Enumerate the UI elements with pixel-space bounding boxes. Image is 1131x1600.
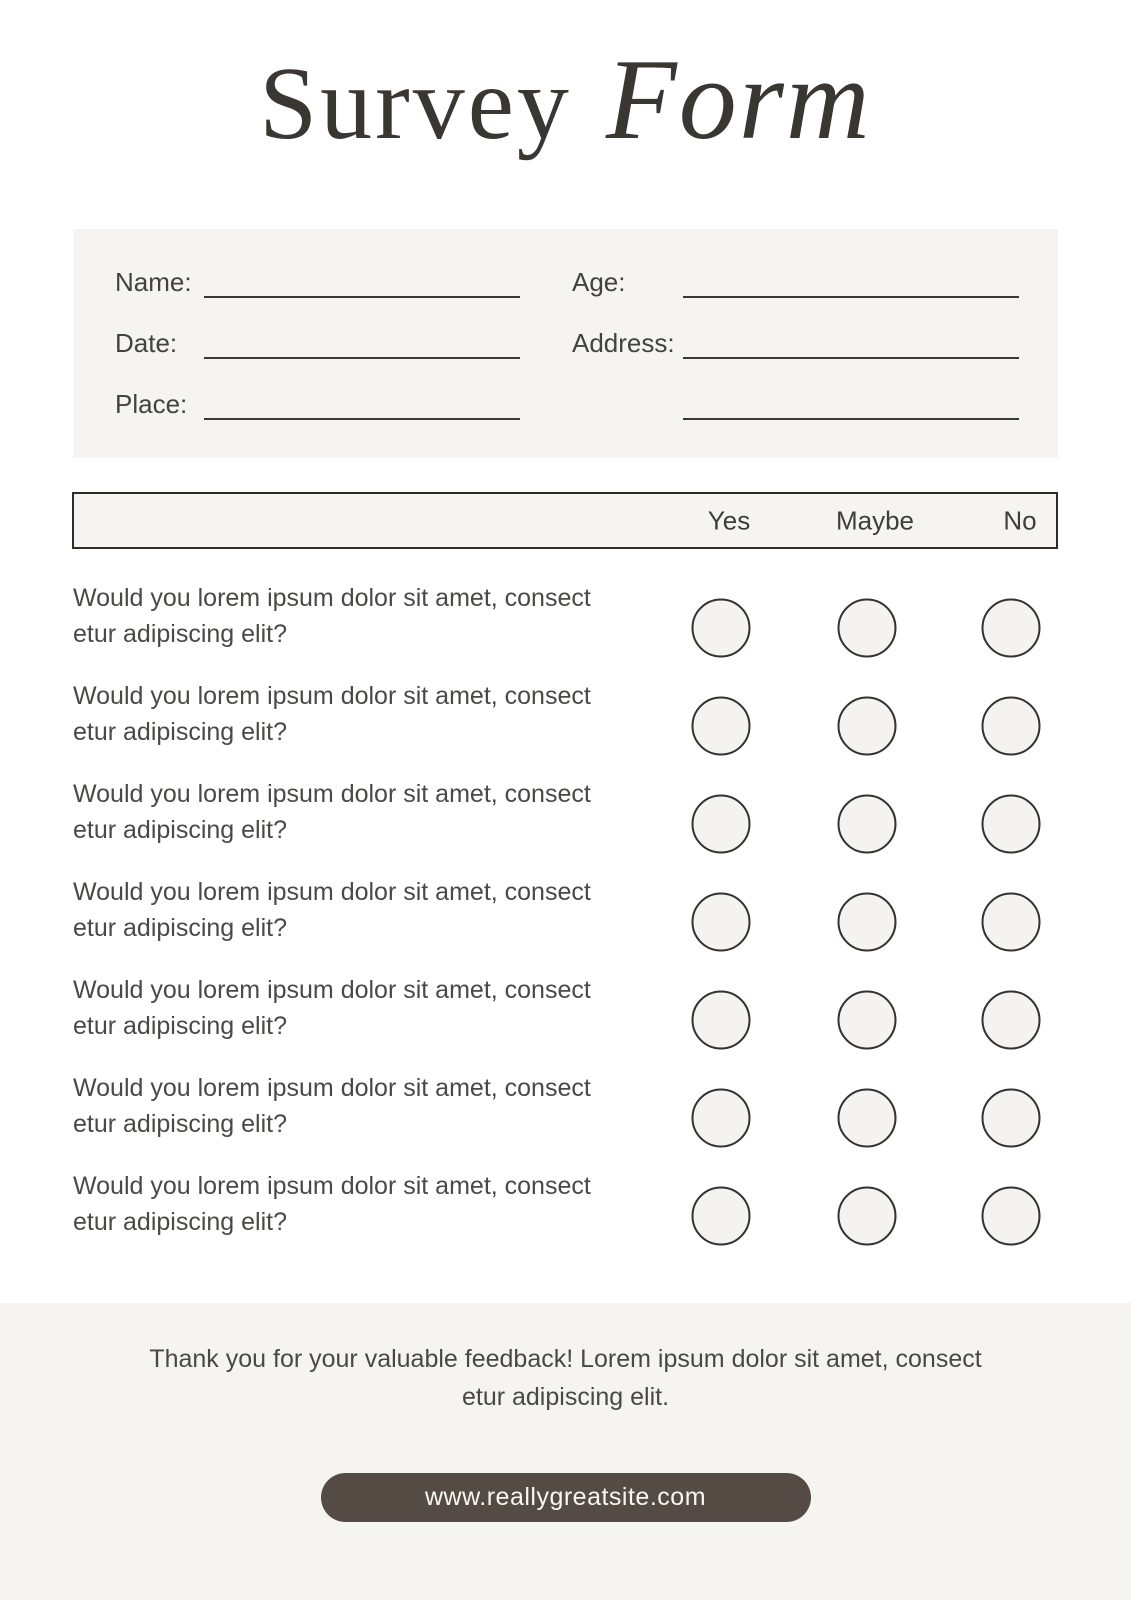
field-label: Name:: [115, 266, 192, 297]
answer-circle-no[interactable]: [982, 795, 1041, 854]
question-row-4: [0, 878, 1131, 976]
answer-circle-maybe[interactable]: [838, 795, 897, 854]
question-text-line: Would you lorem ipsum dolor sit amet, consect: [73, 1074, 591, 1102]
answer-circle-maybe[interactable]: [838, 599, 897, 658]
personal-info-left-column: [115, 251, 520, 458]
question-text: [73, 1168, 673, 1240]
question-text-line: etur adipiscing elit?: [73, 1208, 288, 1236]
question-row-1: [0, 584, 1131, 682]
answer-circle-yes[interactable]: [692, 1089, 751, 1148]
field-row-right-0: [572, 251, 1019, 312]
field-input-line[interactable]: [683, 418, 1019, 420]
page-title-word-survey: Survey: [259, 46, 572, 161]
field-label: Date:: [115, 327, 178, 358]
answer-circle-no[interactable]: [982, 697, 1041, 756]
question-row-3: [0, 780, 1131, 878]
answer-circle-maybe[interactable]: [838, 1187, 897, 1246]
question-text-line: etur adipiscing elit?: [73, 718, 288, 746]
answer-circle-no[interactable]: [982, 1089, 1041, 1148]
answer-circle-maybe[interactable]: [838, 991, 897, 1050]
field-row-left-2: [115, 373, 520, 434]
field-row-right-2: [572, 373, 1019, 434]
personal-info-panel: [73, 229, 1058, 458]
personal-info-right-column: [572, 251, 1019, 458]
field-input-line[interactable]: [204, 418, 520, 420]
question-text: [73, 678, 673, 750]
answer-circle-maybe[interactable]: [838, 697, 897, 756]
field-label: Age:: [572, 266, 626, 297]
question-text-line: Would you lorem ipsum dolor sit amet, consect: [73, 584, 591, 612]
field-row-left-1: [115, 312, 520, 373]
question-text: [73, 874, 673, 946]
question-row-7: [0, 1172, 1131, 1270]
answer-circle-maybe[interactable]: [838, 1089, 897, 1148]
thank-you-line-2: etur adipiscing elit.: [461, 1383, 670, 1411]
options-header-bar: [72, 492, 1058, 549]
column-label-maybe: Maybe: [835, 505, 915, 535]
answer-circle-no[interactable]: [982, 893, 1041, 952]
answer-circle-yes[interactable]: [692, 1187, 751, 1246]
question-text: [73, 1070, 673, 1142]
questions-list: [0, 584, 1131, 1270]
question-text: [73, 776, 673, 848]
question-row-5: [0, 976, 1131, 1074]
question-row-2: [0, 682, 1131, 780]
question-text-line: etur adipiscing elit?: [73, 620, 288, 648]
question-text-line: Would you lorem ipsum dolor sit amet, consect: [73, 878, 591, 906]
thank-you-line-1: Thank you for your valuable feedback! Lorem ipsum dolor sit amet, consect: [149, 1345, 982, 1373]
answer-circle-yes[interactable]: [692, 893, 751, 952]
footer-band: [0, 1303, 1131, 1600]
field-input-line[interactable]: [204, 357, 520, 359]
field-label: Address:: [572, 327, 675, 358]
field-input-line[interactable]: [683, 296, 1019, 298]
field-label: Place:: [115, 388, 188, 419]
field-input-line[interactable]: [683, 357, 1019, 359]
answer-circle-yes[interactable]: [692, 991, 751, 1050]
question-text: [73, 972, 673, 1044]
thank-you-text: [0, 1340, 1131, 1416]
column-label-no: No: [1003, 505, 1037, 535]
website-url: www.reallygreatsite.com: [424, 1483, 707, 1511]
question-text-line: etur adipiscing elit?: [73, 816, 288, 844]
question-text: [73, 580, 673, 652]
question-text-line: Would you lorem ipsum dolor sit amet, consect: [73, 780, 591, 808]
field-row-right-1: [572, 312, 1019, 373]
page-title-word-form: Form: [605, 36, 872, 164]
website-button[interactable]: [321, 1473, 811, 1522]
answer-circle-yes[interactable]: [692, 795, 751, 854]
page-title: [0, 36, 1131, 192]
question-text-line: etur adipiscing elit?: [73, 1110, 288, 1138]
answer-circle-yes[interactable]: [692, 599, 751, 658]
question-text-line: Would you lorem ipsum dolor sit amet, consect: [73, 682, 591, 710]
answer-circle-no[interactable]: [982, 1187, 1041, 1246]
answer-circle-maybe[interactable]: [838, 893, 897, 952]
question-row-6: [0, 1074, 1131, 1172]
answer-circle-no[interactable]: [982, 599, 1041, 658]
question-text-line: etur adipiscing elit?: [73, 914, 288, 942]
question-text-line: Would you lorem ipsum dolor sit amet, consect: [73, 976, 591, 1004]
field-row-left-0: [115, 251, 520, 312]
field-input-line[interactable]: [204, 296, 520, 298]
answer-circle-yes[interactable]: [692, 697, 751, 756]
answer-circle-no[interactable]: [982, 991, 1041, 1050]
column-label-yes: Yes: [707, 505, 751, 535]
question-text-line: Would you lorem ipsum dolor sit amet, consect: [73, 1172, 591, 1200]
question-text-line: etur adipiscing elit?: [73, 1012, 288, 1040]
